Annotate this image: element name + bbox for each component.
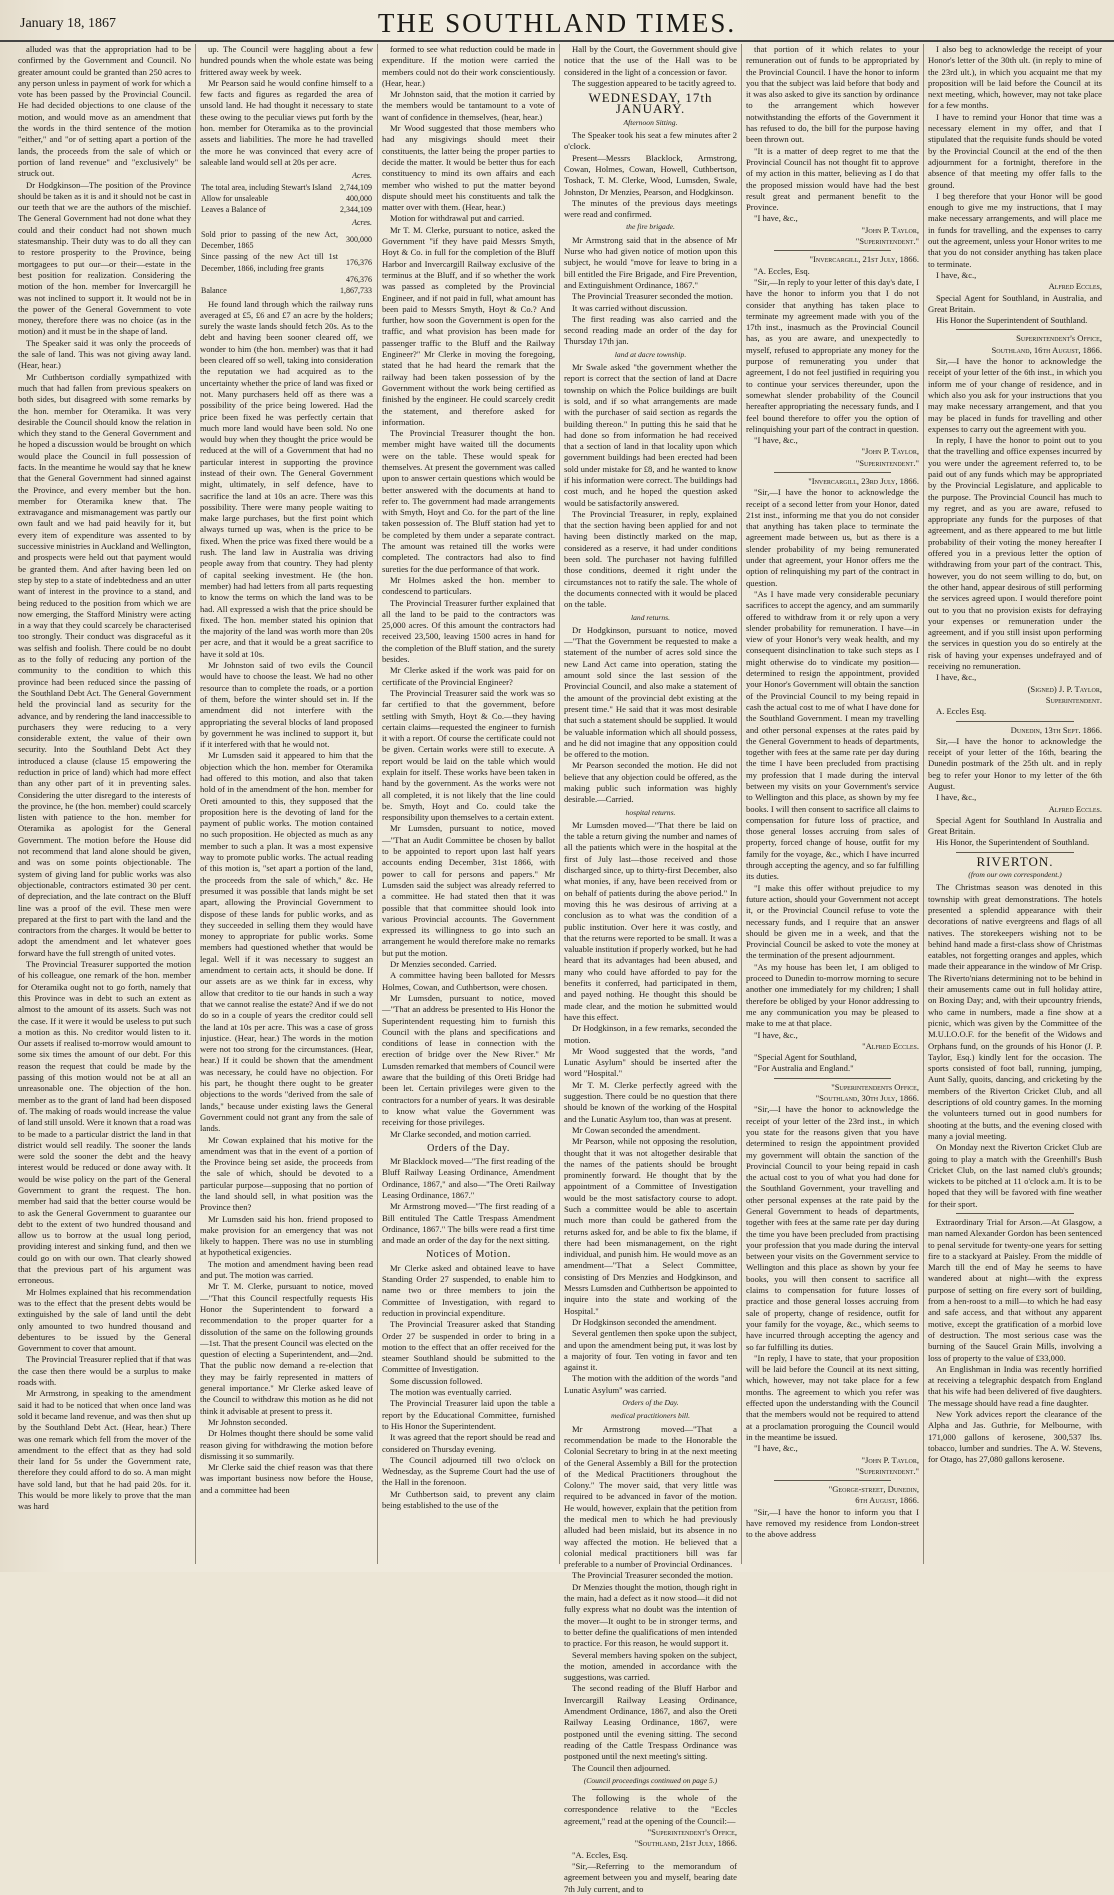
article-paragraph: formed to see what reduction could be made in expenditure. If the motion were carried the members could not do their work conscientiously. (Hear, hear.) — [382, 44, 555, 88]
article-paragraph: Dr Hodgkinson seconded the amendment. — [572, 1316, 717, 1327]
article-paragraph: The Christmas season was denoted in this township with great demonstrations. The hotels presented a splendid appearance with their decorations of native evergreens and flags of all natives. The storekeepers wishing not to be behind hand made a first-class show of Christmas eatables, not forgetting oranges and apples, which made their appearance in the window of Mr Crisp. The Riverto'nians determining not to be behind in their amusements came out in full holiday attire, on Boxing Day; and, with their upcountry friends, who came in numbers, made a fine show at a picnic, which was given by the Committee of the M.U.I.O.O.F. for the benefit of the Widows and Orphans fund, on the grounds of his Honor (J. P. Taylor, Esq.) kindly lent for the occasion. The sports consisted of foot ball, running, jumping, Aunt Sally, quoits, dancing, and cricketing by the members of the Riverton Cricket Club, and all descriptions of old country games. In the morning the volunteers turned out in good numbers for shooting at the butts, and the evening closed with many a jovial meeting. — [928, 882, 1102, 1141]
article-paragraph: Motion for withdrawal put and carried. — [390, 213, 525, 224]
article-paragraph: "In reply, I have to state, that your proposition will be laid before the Council at its next sitting, which, however, may not take place for a few months. The agreement to which you refer was effected upon the understanding with the Council that the members would not be required to attend at a proclamation proroguing the Council would in the meantime be issued. — [746, 1352, 919, 1442]
article-paragraph: Dr Hodgkinson, in a few remarks, seconded the motion. — [564, 1023, 737, 1045]
table-header-unit: Acres. — [352, 218, 372, 228]
article-paragraph: Mr Lumsden moved—"That there be laid on the table a return giving the number and names of all the patients which were in the hospital at the first of July last—those received and those discharged since, up to thirty-first December, also what monies, if any, have been received from or on behalf of patients during the above period." In moving this he was desirous of arriving at a conclusion as to what was the condition of a public institution. Over here it was costly, and that the returns were reported to be small. It was a valuable institution if properly worked, but he had heard that its advantages had been abused, and many who could have afforded to pay for the benefits it conferred, had participated in them, and payed nothing. He thought this should be made clear, and the motion he submitted would have this effect. — [564, 819, 737, 1022]
article-paragraph: The minutes of the previous days meetings were read and confirmed. — [564, 197, 737, 220]
article-paragraph: that portion of it which relates to your remuneration out of funds to be appropriated by the Provincial Council. I have the honor to inform you that the subject was laid before that body and it was also asked to give its sanction by ordinance to the arrangement which however notwithstanding the efforts of the Government it has refused to do, the bill for the purpose having been thrown out. — [746, 44, 919, 145]
article-paragraph: Dr Menzies thought the motion, though right in the main, had a defect as it now stood—it did not fully express what no doubt was the intention of the mover—It ought to be in stronger terms, and to better define the qualifications of men intended to practice. For this reason, he would support it. — [564, 1581, 737, 1649]
row-label: The total area, including Stewart's Island — [201, 182, 332, 192]
article-paragraph: The Provincial Treasurer thought the hon. member might have waited till the documents were on the table. These would speak for themselves. At present the government was called upon to answer certain questions which would be better answered with the documents at hand to refer to. The government had made arrangements with Smyth, Hoyt and Co. for the part of the line taken possession of. The Bluff station had yet to be completed by them under a separate contract. The amount was retained till the works were completed. The contractors had also to find sureties for the due performance of that work. — [382, 428, 555, 574]
signature-line: Alfred Eccles, — [1048, 281, 1102, 292]
article-paragraph: Mr Lumsden said his hon. friend proposed to make provision for an emergency that was not likely to happen. There was no use in stumbling at hypothetical exigencies. — [200, 1213, 373, 1258]
subheading: (from our own correspondent.) — [968, 870, 1062, 880]
row-acres: 176,376 — [346, 257, 372, 267]
article-paragraph: Mr Johnston said of two evils the Council would have to choose the least. We had no other resource than to complete the roads, or a portion of them, before the winter should set in. If the amendment did not interfere with the appropriating the several blocks of land proposed by government he was inclined to support it, but if it interfered with that he would not. — [200, 660, 373, 750]
subheading: hospital returns. — [625, 807, 676, 817]
signature-line: "Southland, 21st July, 1866. — [634, 1838, 737, 1849]
article-paragraph: Mr Armstrong moved—"That a recommendation be made to the Honorable the Colonial Secretary to bring in at the next meeting of the General Assembly a Bill for the protection of the Medical Practitioners throughout the Colony." The mover said, that very little was required to be advanced in favor of the motion. He would, however, explain that the petition from the medical men to which he had previously alluded had been mislaid, but its absence in no way affected the motion. He believed that a colonial medical practitioners bill was far preferable to a number of Provincial Ordinances. — [564, 1423, 737, 1570]
article-paragraph: Mr Johnston seconded. — [208, 1416, 288, 1427]
table-header-unit: Acres. — [352, 171, 372, 181]
row-acres: 2,344,109 — [340, 205, 372, 215]
article-paragraph: "Sir,—I have the honor to acknowledge the receipt of a second letter from your Honor, dated 21st inst., informing me that you do not consider that anything has taken place to terminate the agreement made between us, but as there is a slender probability of my being remunerated under that agreement, your Honor offers me the option of relinquishing my part of the contract in question. — [746, 487, 919, 588]
signature-line: "Southland, 30th July, 1866. — [815, 1093, 919, 1104]
article-paragraph: "Sir,—I have the honor to acknowledge the receipt of your letter of the 23rd inst., in which you state for the reasons given that you have determined to resign the appointment provided my government will obtain the sanction of the Provincial Council to your being repaid in cash the actual cost to you of what you had done for the Southland Government, your travelling and other personal expenses at the rate paid by the General Government to heads of departments, together with fees at the same rate per day during the time you have been precluded from practising your profession that you made during the interval between your visits on the Government service to Wellington and this place as shown by your fee books, you will then consent to sacrifice all claims to compensation for future losses of practice and those general losses accruing from sale of property, change of residence, outfit for your family for the voyage, &c., which seems to have incurred through accepting the agency and so far fulfilling its duties. — [746, 1104, 919, 1352]
signature-line: 6th August, 1866. — [855, 1495, 919, 1506]
row-acres: 2,744,109 — [340, 182, 372, 192]
row-label: Leaves a Balance of — [201, 205, 266, 215]
article-paragraph: Mr Holmes explained that his recommendation was to the effect that the present debts would be extinguished by the sale of land until the debt only amounted to two hundred thousand and debentures to be issued by the General Government to cover that amount. — [18, 1286, 191, 1354]
article-paragraph: I have, &c., — [936, 269, 977, 280]
article-paragraph: "A. Eccles, Esq. — [572, 1849, 628, 1860]
article-paragraph: The first reading was also carried and the second reading made an order of the day for Thursday 17th jan. — [564, 313, 737, 347]
article-paragraph: "As my house has been let, I am obliged to proceed to Dunedin to-morrow morning to secure another one immediately for my children; I shall therefore be obliged by your Honor addressing to me any communication you may be pleased to make to me at that place. — [746, 961, 919, 1029]
article-paragraph: Hall by the Court, the Government should give notice that the use of the Hall was to be considered in the light of a concession or favor. — [564, 44, 737, 77]
row-label: Sold prior to passing of the new Act, December, 1865 — [201, 229, 338, 251]
article-paragraph: Mr Clerke asked and obtained leave to have Standing Order 27 suspended, to enable him to name two or three members to join the Committee of Investigation, with regard to reduction in provincial expenditure. — [382, 1262, 555, 1318]
article-paragraph: I beg therefore that your Honor will be good enough to give me my instructions, that I may make necessary arrangements, and will place me in funds for travelling, and the expenses to carry out the agreement, unless your Honor writes to me that you do not consider anything has taken place to terminate. — [928, 190, 1102, 269]
section-divider — [956, 721, 1074, 722]
article-paragraph: "I have, &c., — [754, 1443, 798, 1454]
table-row — [200, 285, 373, 296]
article-paragraph: I also beg to acknowledge the receipt of your Honor's letter of the 30th ult. (in reply to mine of the 23rd ult.), in which you acquaint me that my proposition will be laid before the Council at its next meeting, which, however, may not take place for a few months. — [928, 44, 1102, 111]
signature-line: Superintendent. — [1045, 694, 1102, 705]
article-paragraph: Dr Holmes thought there should be some valid reason giving for withdrawing the motion before dismissing it so summarily. — [200, 1428, 373, 1461]
article-paragraph: The motion and amendment having been read and put. The motion was carried. — [200, 1258, 373, 1281]
row-label — [200, 274, 339, 285]
article-paragraph: The Provincial Treasurer seconded the motion. — [572, 291, 733, 302]
signature-line: "John P. Taylor, — [861, 1454, 919, 1465]
article-columns — [14, 44, 1106, 1894]
article-paragraph: Special Agent for Southland, in Australia, and Great Britain. — [928, 292, 1102, 314]
section-divider — [774, 1480, 891, 1481]
section-heading: Notices of Motion. — [426, 1249, 511, 1261]
subheading: land at dacre township. — [614, 349, 687, 359]
article-paragraph: "I have, &c., — [754, 435, 798, 446]
article-paragraph: Mr T. M. Clerke perfectly agreed with the suggestion. There could be no question that there should be known of the working of the Hospital and the Lunatic Asylum too, than was at present. — [564, 1079, 737, 1124]
column-2 — [196, 44, 378, 1564]
column-1 — [14, 44, 196, 1564]
section-divider — [592, 1789, 709, 1790]
article-paragraph: Mr Pearson, while not opposing the resolution, thought that it was not altogether desirable that the names of the patients should be brought prominently forward. He thought that by the appointment of a Committee of Investigation would be the most satisfactory course to adopt. Such a committee would be able to ascertain much more than could be gathered from the returns asked for, and be able to fix the blame, if there had been mismanagement, on the right individual, and punish him. He would move as an amendment—"That a Select Committee, consisting of Drs Menzies and Hodgkinson, and Messrs Lumsden and Cuthbertson be appointed to inquire into the state and working of the Hospital." — [564, 1136, 737, 1316]
article-paragraph: Some discussion followed. — [390, 1375, 483, 1386]
article-paragraph: "Special Agent for Southland, — [754, 1052, 857, 1063]
signature-line: "Superintendent." — [855, 236, 919, 247]
article-paragraph: The Provincial Treasurer said the work was so far certified to that the government, before settling with Smyth, Hoyt & Co.—they having certain claims—requested the engineer to furnish it with a report. Of course the certificate could not be given. Certain works were still to execute. A report would be laid on the table which would explain for itself. These works have been taken in hand by the government. As the works were not all completed, it is not likely that the line could be. Smyth, Hoyt and Co. could take the responsibility upon themselves to a certain extent. — [382, 687, 555, 823]
article-paragraph: "Sir,—I have the honor to inform you that I have removed my residence from London-street to the above address — [746, 1506, 919, 1540]
row-acres: 1,867,733 — [340, 286, 372, 296]
section-divider — [956, 1213, 1074, 1214]
article-paragraph: The Speaker took his seat a few minutes after 2 o'clock. — [564, 130, 737, 152]
article-paragraph: Mr Lumsden, pursuant to notice, moved —"That an Audit Committee be chosen by ballot to be appointed to report upon last half years accounts ending December, 31st 1866, with power to call for persons and papers." Mr Lumsden said the subject was already referred to a committee. He had stated then that it was possible that that committee should look into various Provincial accounts. The Government expressed its willingness to go into such an arrangement he would therefore make no remarks but put the motion. — [382, 823, 555, 958]
article-paragraph: Mr T. M. Clerke, pursuant to notice, moved—"That this Council respectfully requests His Honor the Superintendent to forward a recommendation to the proper quarter for a dissolution of the same on the following grounds—1st. That the present Council was elected on the question of electing a Superintendent, and—2nd. That the public now demand a re-election that they may be fairly represented in matters of general importance." Mr Clerke asked leave of the Council to withdraw this motion as he did not think it advisable at present to press it. — [200, 1281, 373, 1416]
article-paragraph: Mr Pearson seconded the motion. He did not believe that any objection could be offered, as the making public such information was highly desirable.—Carried. — [564, 760, 737, 805]
signature-line: "Invercargill, 21st July, 1866. — [809, 254, 919, 265]
subheading: land returns. — [631, 612, 670, 622]
subheading: Afternoon Sitting. — [623, 117, 678, 127]
article-paragraph: Dr Menzies seconded. Carried. — [390, 959, 497, 970]
article-paragraph: The Council adjourned till two o'clock on Wednesday, as the Supreme Court had the use of the Hall in the forenoon. — [382, 1454, 555, 1488]
article-paragraph: Mr Clerke asked if the work was paid for on certificate of the Provincial Engineer? — [382, 665, 555, 687]
article-paragraph: A. Eccles Esq. — [936, 706, 987, 717]
article-paragraph: Dr Hodgkinson—The position of the Province should be taken as it is and it should not be cast in our teeth that we are the authors of the mischief. The General Government had not done what they could and their conduct had not shown much statesmanship. Their duty was to do all they can to restore prosperity to the Province, being mortgagees to put our—or their—estate in the best position for realization. Considering the motion of the hon. member for Invercargill he was not inclined to support it. It would not be in the power of the General Government to vote money, therefore there was no choice (as in the motion) and it must be in the shape of land. — [18, 179, 191, 337]
article-paragraph: Mr Lumsden said it appeared to him that the objection which the hon. member for Oteramika had offered to this motion, and also that taken hold of in the amendment of the hon. member for Oreti amounted to this, they supposed that the proposition here is the devoting of land for the payment of public works. The motion contained no such proposition. He objected as much as any member to such a plan. It was a most expensive way to promote public works. The actual reading of this motion is, "set apart a portion of the land, the proceeds from the sale of which," &c. He presumed it was possible that lands might be set apart, allowing the Provincial Government to dispose of these lands for public works, and as they succeeded in selling them they would have money to appropriate for public works. Some members had questioned whether that would be legal. Well if it was necessary to suggest an amendment to certain acts, it should be done. If our assets are as we think far in excess, why allow that creditor to tie our hands in such a way that we cannot realise the estate? And if we do not do so in a couple of years the creditor could sell the land at 10s per acre. This was a case of gross injustice. (Hear, hear.) The words in the motion were not too strong for the circumstances. (Hear, hear.) If it could be shown that the amendment was necessary, he could have no objection. For his part, he thought there ought to be greater objections to the words "derived from the sale of lands," because under existing laws the General Government could not grant any from the sale of lands. — [200, 750, 373, 1134]
row-label: Since passing of the new Act till 1st December, 1866, including free grants — [201, 252, 338, 273]
section-heading: Orders of the Day. — [427, 1142, 510, 1154]
subheading: the fire brigade. — [626, 222, 675, 232]
section-divider — [774, 250, 891, 251]
article-paragraph: The Provincial Treasurer asked that Standing Order 27 be suspended in order to bring in a motion to the effect that an offer received for the steamer Southland should be submitted to the Committee of Investigation. — [382, 1319, 555, 1375]
article-paragraph: "I make this offer without prejudice to my future action, should your Government not accept it, or the Provincial Council refuse to vote the necessary funds, and I require that an answer should be given me in a week, and that the Provincial Council be asked to vote the money at the termination of the present adjournment. — [746, 882, 919, 961]
signature-line: "Superintendent." — [855, 457, 919, 468]
article-paragraph: "Sir,—Referring to the memorandum of agreement between you and myself, bearing date 7th July current, and to — [564, 1860, 737, 1894]
row-acres: 300,000 — [346, 235, 372, 245]
article-paragraph: The suggestion appeared to be tacitly agreed to. — [572, 77, 737, 88]
section-divider — [774, 472, 891, 473]
article-paragraph: A committee having been balloted for Messrs Holmes, Cowan, and Cuthbertson, were chosen. — [382, 970, 555, 992]
acreage-table — [200, 217, 373, 296]
signature-line: "George-street, Dunedin, — [828, 1484, 919, 1495]
article-paragraph: An Englishman in India was recently horrified at receiving a telegraphic despatch from England that his wife had been delivered of five daughters. The message should have read a fine daughter. — [928, 1363, 1102, 1408]
section-divider — [774, 1078, 891, 1079]
article-paragraph: On Monday next the Riverton Cricket Club are going to play a match with the Greenhill's Bush Cricket Club, on the last named club's grounds; wickets to be pitched at 11 o'clock a.m. It is to be hoped that they will be favored with fine weather for their sport. — [928, 1142, 1102, 1209]
article-paragraph: The Provincial Treasurer seconded the motion. — [572, 1570, 733, 1581]
article-paragraph: Mr Clarke seconded, and motion carried. — [390, 1128, 532, 1139]
article-paragraph: Mr Cuthbertson cordially sympathized with much that had fallen from previous speakers on both sides, but disagreed with some remarks by the hon. member for Oteramika. It was very desirable the Council should know the relation in which they stand to the General Government and he hoped a discussion would be brought on which would place the Council in full possession of facts. In the meantime he would say that he knew that the General Government had sinned against the Province, and every member but the hon. member for Oteramika knew that. The extravagance and mismanagement was partly our own fault and we had paid heavily for it, but every item of expenditure was assented to by successive ministries in Auckland and Wellington, and prospects were held out that payment would be granted them. And after having been led on step by step to a state of indebtedness and an utter want of interest in the province to a stand, and being reduced to the position from which we are now emerging, the Stafford Ministry were acting in a way that they could scarcely be characterised too strongly. Their conduct was disgraceful as it was selfish and foolish. There could be no doubt as to the folly of reducing any portion of the community to the condition to which this province had been reduced since the passing of the Southland Debt Act. The General Government held the provincial land as security for the advance, and by rendering the land inaccessible to purchasers they were reducing to a very considerable extent, the value of their own security. Into the Southland Debt Act they introduced a clause (clause 15 empowering the reduction in price of land) which had more effect than any other part of it in preventing sales. Considering the utter disregard to the interests of the province, he (the hon. member) could scarcely listen with patience to the hon. member for Oteramika as apologist for the General Government. The motion before the House did not recommend that land alone should be given, and was on some points objectionable. The system of giving land for public works was also objectionable, contractors estimated 30 per cent. of depreciation, and the late contract on the Bluff line was a proof of the evil. These men were prepared at the first to part with the land and the contractors from the charges. It would be better to adopt the amendment and let whatever goes forward have the full strength of united votes. — [18, 371, 191, 958]
signature-line: Dunedin, 13th Sept. 1866. — [1010, 724, 1102, 735]
article-paragraph: The Provincial Treasurer supported the motion of his colleague, one remark of the hon. member for Oteramika ought not to go forth, namely that this Province was in debt to such an extent as almost to the amount of its assets. Such was not the case. If it were it would be useless to put such a motion as this. No creditor would listen to it. Our assets if realised to-morrow would amount to some six times the amount of our debt. For this reason the request that could be made by the passing of this motion would not be at all an unreasonable one. The objection of the hon. member as to the grant of land had been disposed of. The making of roads would increase the value of land still unsold. Were it known that a road was to be made to a particular district the land in that district would sell readily. The sooner the lands were sold the sooner the debt and the heavy interest would be reduced or done away with. It would be wise policy on the part of the General Government to grant the request. The hon. member had said that the better course would be to ask the General Government to guarantee our debt to the extent of two hundred thousand and allow us to borrow at the usual long period, providing interest and sinking fund, and then we could go on with our own. That clearly showed that the previous part of his argument was erroneous. — [18, 959, 191, 1286]
article-paragraph: The Council then adjourned. — [572, 1762, 671, 1773]
article-paragraph: "I have, &c., — [754, 213, 798, 224]
article-paragraph: The Provincial Treasurer laid upon the table a report by the Educational Committee, furnished to His Honor the Superintendent. — [382, 1398, 555, 1431]
article-paragraph: "Sir,—In reply to your letter of this day's date, I have the honor to inform you that I do not consider that anything has taken place to terminate my agreement made with you of the 17th inst., inasmuch as the Provincial Council has, as you are aware, and unexpectedly to myself, refused to appropriate any money for the purpose of remunerating you under that agreement, I do not feel justified in requiring you to continue your services thereunder, upon the somewhat slender probability of the Council hereafter appropriating the necessary funds, and I feel bound therefore to offer you the option of relinquishing your part of the contract in question. — [746, 276, 919, 434]
article-paragraph: Mr Johnston said, that the motion it carried by the members would be tantamount to a vote of want of confidence in themselves, (hear, hear.) — [382, 89, 555, 122]
signature-line: "Superintendent." — [855, 1465, 919, 1476]
article-paragraph: Mr Cowan explained that his motive for the amendment was that in the event of a portion of the Province being set aside, the proceeds from the sale of which, should be devoted to a particular purpose—supposing that no portion of the land should sell, in what position was the Province then? — [200, 1134, 373, 1213]
section-heading: RIVERTON. — [976, 853, 1054, 869]
article-paragraph: Several gentlemen then spoke upon the subject, and upon the amendment being put, it was lost by a majority of four. Ten voting in favor and ten against it. — [564, 1328, 737, 1373]
article-paragraph: Mr Armstrong said that in the absence of Mr Nurse who had given notice of motion upon this subject, he would "move for leave to bring in a bill entitled the Fire Brigade, and Fire Prevention, and Extinguishment Ordinance, 1867." — [564, 234, 737, 290]
article-paragraph: It was carried without discussion. — [572, 302, 688, 313]
article-paragraph: Mr Cowan seconded the amendment. — [572, 1124, 701, 1135]
article-paragraph: Mr Swale asked "the government whether the report is correct that the section of land at Dacre township on which the Police buildings are built is sold, and if so what arrangements are made with the purchaser of said section as regards the building thereon." In putting this he said that he had done so from information he had received that a section of land in that locality upon which government buildings had been erected had been sold under mistake for £8, and he wanted to know if his information were correct. The buildings had cost much, and he hoped the question asked would be satisfactorily answered. — [564, 362, 737, 508]
article-paragraph: Mr Holmes asked the hon. member to condescend to particulars. — [382, 574, 555, 597]
article-paragraph: Present—Messrs Blacklock, Armstrong, Cowan, Holmes, Cowan, Howell, Cuthbertson, Toshack, T. M. Clerke, Wood, Lumsden, Swale, Johnston, Dr Menzies, Pearson, and Hodgkinson. — [564, 152, 737, 197]
article-paragraph: Sir,—I have the honor to acknowledge the receipt of your letter of the 6th inst., in which you inform me of your change of residence, and in which also you ask for your instructions that you may make necessary arrangement, and that you may be placed in funds for travelling and other expenses to carry out the agreement with you. — [928, 356, 1102, 434]
article-paragraph: He found land through which the railway runs averaged at £5, £6 and £7 an acre by the holders; surely the waste lands should fetch 20s. As to the debt and having been sooner cleared off, we wonder to him (the hon. member) was that it had been cleared off so well, taking into consideration the reputation we had acquired as to the uncertainty whether the price of land was fixed or not. Many purchasers held off as there was a possibility of the price being lowered. Had the price been fixed he was perfectly certain that much more land would have been sold. No one would buy when they thought the price would be reduced at the will of a Government that had no particular interest in supporting the province instead of their own. The General Government might, ultimately, in self defence, have to sacrifice the land at 10s an acre. There was this possibility. There were many people waiting to make large purchases, but the first point which always turned up was, when is the price to be fixed. When the price was fixed there would be a rush. The land law in Australia was driving people away from that country. They had plenty of capital seeking investment. He (the hon. member) had had letters from all parts requesting to know the terms on which the land was to be had. All expressed a wish that the price should be fixed. The hon. member stated his opinion that the majority of the land was worth more than 20s per acre, and that it would be a great sacrifice to have it sold at 10s. — [200, 298, 373, 659]
subheading: (Council proceedings continued on page 5.) — [583, 1775, 718, 1785]
article-paragraph: "For Australia and England." — [754, 1063, 854, 1074]
article-paragraph: The Provincial Treasurer replied that if that was the case then there would be a surplus to make roads with. — [18, 1354, 191, 1388]
signature-line: "John P. Taylor, — [861, 446, 919, 457]
article-paragraph: His Honor, the Superintendent of Southland. — [936, 837, 1090, 848]
article-paragraph: Mr Clerke said the chief reason was that there was important business now before the House, and a committee had been — [200, 1462, 373, 1495]
article-paragraph: I have to remind your Honor that time was a necessary element in my offer, and that I stipulated that the requisite funds should be voted by the Provincial Council at the end of the then adjournment for a fortnight, therefore in the absence of that meeting my offer falls to the ground. — [928, 111, 1102, 190]
article-paragraph: Extraordinary Trial for Arson.—At Glasgow, a man named Alexander Gordon has been sentenced to penal servitude for twenty-one years for setting fire to a stackyard at Paisley. From the middle of March till the end of May he seems to have wandered about at night—with the express purpose of setting on fire every sort of building, from a hen-roost to a mill—to which he had easy and safe access, and that without any apparent motive, except the gratification of a morbid love of destruction. The most serious case was the burning of the Saucel Grain Mills, involving a loss of property to the value of £33,000. — [928, 1216, 1102, 1363]
column-4 — [560, 44, 742, 1894]
row-label: Balance — [201, 286, 227, 296]
signature-line: Superintendent's Office, — [1016, 333, 1102, 344]
article-paragraph: The Provincial Treasurer further explained that all the land to be paid to the contractors was 25,000 acres. Of this amount the contractors had received 23,500, leaving 1500 acres in hand for the completion of the Bluff station, and the surety besides. — [382, 597, 555, 665]
section-divider — [956, 852, 1074, 853]
section-heading: WEDNESDAY, 17th JANUARY. — [588, 90, 713, 117]
article-paragraph: New York advices report the clearance of the Alpha and Jas. Guthrie, for Melbourne, with 171,000 gallons of kerosene, 300,537 lbs. tobacco, lumber and sundries. The A. W. Stevens, for Otago, has 27,080 gallons kerosene. — [928, 1409, 1102, 1465]
article-paragraph: Mr Armstrong moved—"The first reading of a Bill entituled The Cattle Trespass Amendment Ordinance, 1867." The bills were read a first time and made an order of the day for the next sitting. — [382, 1201, 555, 1246]
article-paragraph: The Speaker said it was only the proceeds of the sale of land. This was not giving away land. (Hear, hear.) — [18, 337, 191, 371]
newspaper-title: THE SOUTHLAND TIMES. — [377, 8, 737, 38]
article-paragraph: The motion with the addition of the words "and Lunatic Asylum" was carried. — [564, 1373, 737, 1395]
article-paragraph: I have, &c., — [936, 792, 977, 803]
article-paragraph: Mr T. M. Clerke, pursuant to notice, asked the Government "if they have paid Messrs Smyth, Hoyt & Co. in full for the completion of the Bluff Harbor and Invercargill Railway exclusive of the terminus at the Bluff, and if so whether the work was passed as completed by the Provincial Engineer, and if not paid in full, what amount has been paid to Messrs Smyth, Hoyt & Co.? And further, how soon the Government is open for the traffic, and what provision has been made for passenger traffic to the Bluff and the Railway Engineer?" Mr Clerke in moving the foregoing, stated that he had heard the remark that the railway had been taken possession of by the Government without the work being certified as finished by the engineer. He could scarcely credit the statement, and therefore asked for information. — [382, 224, 555, 427]
column-6 — [924, 44, 1106, 1564]
subheading: Orders of the Day. — [622, 1398, 679, 1408]
article-paragraph: Sir,—I have the honor to acknowledge the receipt of your letter of the 16th, bearing the Dunedin postmark of the 25th ult. and in reply beg to refer your Honor to my letter of the 6th August. — [928, 735, 1102, 791]
table-row — [200, 193, 373, 204]
signature-line: (Signed) J. P. Taylor, — [1027, 683, 1102, 694]
row-acres: 400,000 — [346, 193, 372, 203]
article-paragraph: The Provincial Treasurer, in reply, explained that the section having been applied for and not having been distinctly marked on the map, considered as a reserve, it had under conditions been sold. The purchaser not having fulfilled those conditions, deemed it right under the circumstances not to ratify the sale. The whole of the documents connected with it would be placed on the table. — [564, 508, 737, 610]
masthead — [0, 0, 1114, 42]
article-paragraph: "I have, &c., — [754, 1029, 798, 1040]
row-acres: 476,376 — [346, 274, 372, 284]
row-label: Allow for unsaleable — [201, 193, 269, 203]
article-paragraph: alluded was that the appropriation had to be confirmed by the Government and Council. No greater amount could be granted than 250 acres to any person unless in payment of work for which a vote has been passed by the Provincial Council. He had decided objections to one clause of the motion, and would move as an amendment that the words in the third sentence of the motion "either," and "or of setting apart a portion of the lands, the proceeds from the sale of which or portion of land revenue" and "exclusively" be struck out. — [18, 44, 191, 179]
article-paragraph: Mr Pearson said he would confine himself to a few facts and figures as regarded the area of unsold land. He had thought it necessary to state these owing to the peculiar views put forth by the hon. member for Oteramika as to the provincial assets and liabilities. The more he had travelled the more he was convinced that every acre of saleable land would sell at 20s per acre. — [200, 77, 373, 167]
subheading: medical practitioners bill. — [610, 1411, 691, 1421]
article-paragraph: The following is the whole of the correspondence relative to the "Eccles agreement," read at the opening of the Council:— — [564, 1793, 737, 1826]
article-paragraph: "As I have made very considerable pecuniary sacrifices to accept the agency, and am summarily offered to withdraw from it or rely upon a very slender probability for remuneration. I have—in view of your Honor's very weak health, and my consequent disinclination to take such steps as I might otherwise do to vindicate my position—determined to resign the appointment, provided your Honor's Government will obtain the sanction of the Provincial Council to my being repaid in cash the actual cost to me of what I have done for the Southland Government. I mean my travelling and other personal expenses at the rates paid by the General Government to heads of departments, together with fees at the same rate per day during the time I have been precluded from practising my profession that I made during the interval between my visits on your Government's service to Wellington and this place, as shown by my fee books. I will then consent to sacrifice all claims to compensation for future loss of practice, and those general losses accruing from sales of property, forced change of house, outfit for my family for the voyage, &c., which I have incurred through accepting the agency, and so far fulfilling its duties. — [746, 588, 919, 882]
article-paragraph: His Honor the Superintendent of Southland. — [936, 315, 1088, 326]
signature-line: Alfred Eccles. — [1048, 803, 1102, 814]
signature-line: Southland, 16th August, 1866. — [991, 344, 1102, 355]
article-paragraph: Several members having spoken on the subject, the motion, amended in accordance with the suggestions, was carried. — [564, 1649, 737, 1683]
issue-date: January 18, 1867 — [20, 16, 117, 31]
article-paragraph: The second reading of the Bluff Harbor and Invercargill Railway Leasing Ordinance, Amendment Ordinance, 1867, and also the Oreti Railway Leasing Ordinance, 1867, were postponed until the evening sitting. The second reading of the Cattle Trespass Ordinance was postponed until the next meeting's sitting. — [564, 1683, 737, 1762]
article-paragraph: "It is a matter of deep regret to me that the Provincial Council has not thought fit to approve of my action in this matter, believing as I do that the proposed mission would have had the best result great and permanent benefit to the Province. — [746, 145, 919, 213]
article-paragraph: Mr Armstrong, in speaking to the amendment said it had to be noticed that when once land was sold it became land revenue, and was then shut up by the Southland Debt Act. (Hear, hear.) There was one remark which fell from the mover of the amendment to the effect that as they had sold their land for 5s under the Government rate, therefore they could afford to do so. A man might have sold land, but that he had paid 20s. for it. This would be more likely to prove that the man was hard — [18, 1388, 191, 1512]
article-paragraph: "A. Eccles, Esq. — [754, 265, 810, 276]
article-paragraph: In reply, I have the honor to point out to you that the travelling and office expenses incurred by you were under the agreement referred to, to be paid out of any funds which may be appropriated by the Provincial Legislature, and applicable to the purpose. The Provincial Council has much to my regret, and as you are aware, refused to appropriate any funds for the purposes of that agreement, and as there appeared to me but little probability of their voting the money hereafter I offered you in a previous letter the option of withdrawing from your part of the contract. This, however, you do not seem willing to do, but, on the other hand, appear desirous of still performing the services agreed upon. I would therefore point out to you that no provision exists for defraying your expenses or remuneration under the agreement, and if you still insist upon performing the services in question you do so entirely at the risk of having your expenses undefrayed and of receiving no remuneration. — [928, 435, 1102, 672]
article-paragraph: Mr Lumsden, pursuant to notice, moved —"That an address be presented to His Honor the Superintendent requesting him to furnish this Council with the plans and specifications and conditions of lease in connection with the erection of bridge over the New River." Mr Lumsden remarked that members of Council were aware that the building of this Oreti Bridge had been let. Certain privileges were given to the contractors for a number of years. It was desirable to know what value the Government was receiving for those privileges. — [382, 992, 555, 1128]
table-row — [200, 274, 373, 285]
table-row — [200, 251, 373, 274]
table-row — [200, 204, 373, 215]
table-row — [200, 182, 373, 193]
article-paragraph: Dr Hodgkinson, pursuant to notice, moved—"That the Government be requested to make a statement of the number of acres sold since the new Land Act came into operation, stating the amount sold since the last session of the Provincial Council, and also make a statement of the amount of the provincial debt existing at the present time." He said that it was most desirable that such a statement should be supplied. It would be valuable information which all should possess, and he did not imagine that any opposition could be offered to the motion. — [564, 624, 737, 760]
article-paragraph: up. The Council were haggling about a few hundred pounds when the whole estate was being frittered away week by week. — [200, 44, 373, 77]
table-row — [200, 229, 373, 252]
article-paragraph: Mr Wood suggested that the words, "and Lunatic Asylum" should be inserted after the word "Hospital." — [564, 1045, 737, 1079]
article-paragraph: Special Agent for Southland In Australia and Great Britain. — [928, 814, 1102, 837]
column-5 — [742, 44, 924, 1564]
signature-line: "Alfred Eccles. — [862, 1040, 919, 1051]
article-paragraph: Mr Wood suggested that those members who had any misgivings should meet their constituents, the latter being the proper parties to decide the matter. It would be better thus for each constituency to mind its own affairs and each member who wished to put the matter beyond dispute should meet his constituents and talk the matter over with them. (Hear, hear.) — [382, 123, 555, 213]
article-paragraph: Mr Cuthbertson said, to prevent any claim being established to the use of the — [382, 1488, 555, 1510]
acreage-table — [200, 170, 373, 215]
signature-line: "John P. Taylor, — [861, 224, 919, 235]
article-paragraph: The motion was eventually carried. — [390, 1387, 512, 1398]
article-paragraph: It was agreed that the report should be read and considered on Thursday evening. — [382, 1432, 555, 1454]
column-3 — [378, 44, 560, 1564]
signature-line: "Superintendents Office, — [831, 1081, 919, 1092]
section-divider — [956, 329, 1074, 330]
signature-line: "Superintendent's Office, — [647, 1827, 737, 1838]
article-paragraph: I have, &c., — [936, 672, 977, 683]
article-paragraph: Mr Blacklock moved—"The first reading of the Bluff Railway Leasing Ordinance, Amendment Ordinance, 1867," and also—"The Oreti Railway Leasing Ordinance, 1867." — [382, 1156, 555, 1200]
signature-line: "Invercargill, 23rd July, 1866. — [808, 475, 919, 486]
